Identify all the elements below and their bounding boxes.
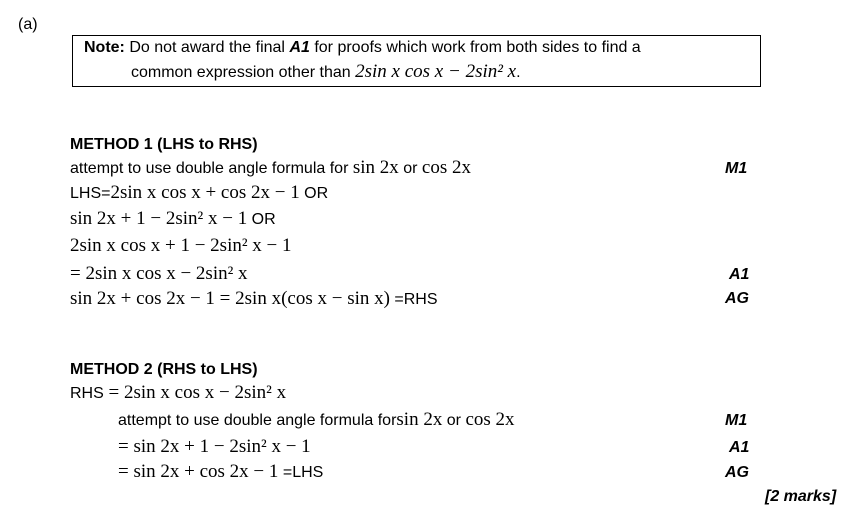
method1-line-6-text2: =RHS — [389, 291, 438, 308]
method1-line-2-math: 2sin x cos x + cos 2x − 1 — [110, 182, 300, 203]
method1-line-3 — [70, 208, 276, 230]
method1-line-5-math: = 2sin x cos x − 2sin² x — [70, 263, 248, 284]
note-text-2: for proofs which work from both sides to find a — [309, 39, 641, 56]
method1-line-5 — [70, 263, 248, 285]
method1-line-3-text2: OR — [247, 211, 276, 228]
note-line-1 — [84, 39, 641, 57]
method1-line-4 — [70, 235, 292, 257]
method2-mark-4: AG — [725, 464, 749, 481]
note-line2-math: 2sin x cos x − 2sin² x — [355, 61, 517, 82]
note-line2-end: . — [516, 64, 521, 81]
note-box — [72, 35, 761, 87]
note-label: Note: — [84, 39, 125, 56]
method2-line-4 — [118, 461, 323, 483]
method1-line-4-math: 2sin x cos x + 1 − 2sin² x − 1 — [70, 235, 292, 256]
method2-line-2 — [118, 409, 515, 431]
method2-line-2-text2: or — [442, 412, 466, 429]
method1-line-2-text2: OR — [299, 185, 329, 202]
method2-line-1-math: = 2sin x cos x − 2sin² x — [103, 382, 287, 403]
method2-line-1 — [70, 382, 286, 404]
method1-line-6 — [70, 288, 438, 310]
method1-line-1-math: sin 2x — [352, 157, 399, 178]
method2-line-1-text: RHS — [70, 385, 104, 402]
method2-line-3 — [118, 436, 311, 458]
method2-mark-2: M1 — [725, 412, 748, 429]
method1-mark-1: M1 — [725, 160, 748, 177]
method1-line-3-math: sin 2x + 1 − 2sin² x − 1 — [70, 208, 248, 229]
method1-line-1-math2: cos 2x — [421, 157, 471, 178]
note-line-2 — [131, 61, 521, 83]
method2-line-3-math: = sin 2x + 1 − 2sin² x − 1 — [118, 436, 311, 457]
method2-line-4-math: = sin 2x + cos 2x − 1 — [118, 461, 279, 482]
method1-line-1-text2: or — [398, 160, 422, 177]
method2-line-2-math2: cos 2x — [465, 409, 515, 430]
method1-line-1-text: attempt to use double angle formula for — [70, 160, 353, 177]
method2-line-4-text2: =LHS — [278, 464, 324, 481]
method2-line-2-text: attempt to use double angle formula for — [118, 412, 397, 429]
method1-line-2 — [70, 182, 328, 204]
note-text-1: Do not award the final — [124, 39, 290, 56]
note-mark: A1 — [289, 39, 310, 56]
method1-line-1 — [70, 157, 471, 179]
method2-line-2-math: sin 2x — [396, 409, 443, 430]
note-line2-text: common expression other than — [131, 64, 356, 81]
part-label: (a) — [18, 16, 38, 33]
method2-mark-3: A1 — [729, 439, 750, 456]
method1-heading: METHOD 1 (LHS to RHS) — [70, 136, 258, 153]
method1-mark-6: AG — [725, 290, 749, 307]
method1-line-2-text: LHS= — [70, 185, 111, 202]
method1-mark-5: A1 — [729, 266, 750, 283]
method1-line-6-math: sin 2x + cos 2x − 1 = 2sin x(cos x − sin x) — [70, 288, 390, 309]
total-marks: [2 marks] — [765, 488, 837, 505]
method2-heading: METHOD 2 (RHS to LHS) — [70, 361, 258, 378]
